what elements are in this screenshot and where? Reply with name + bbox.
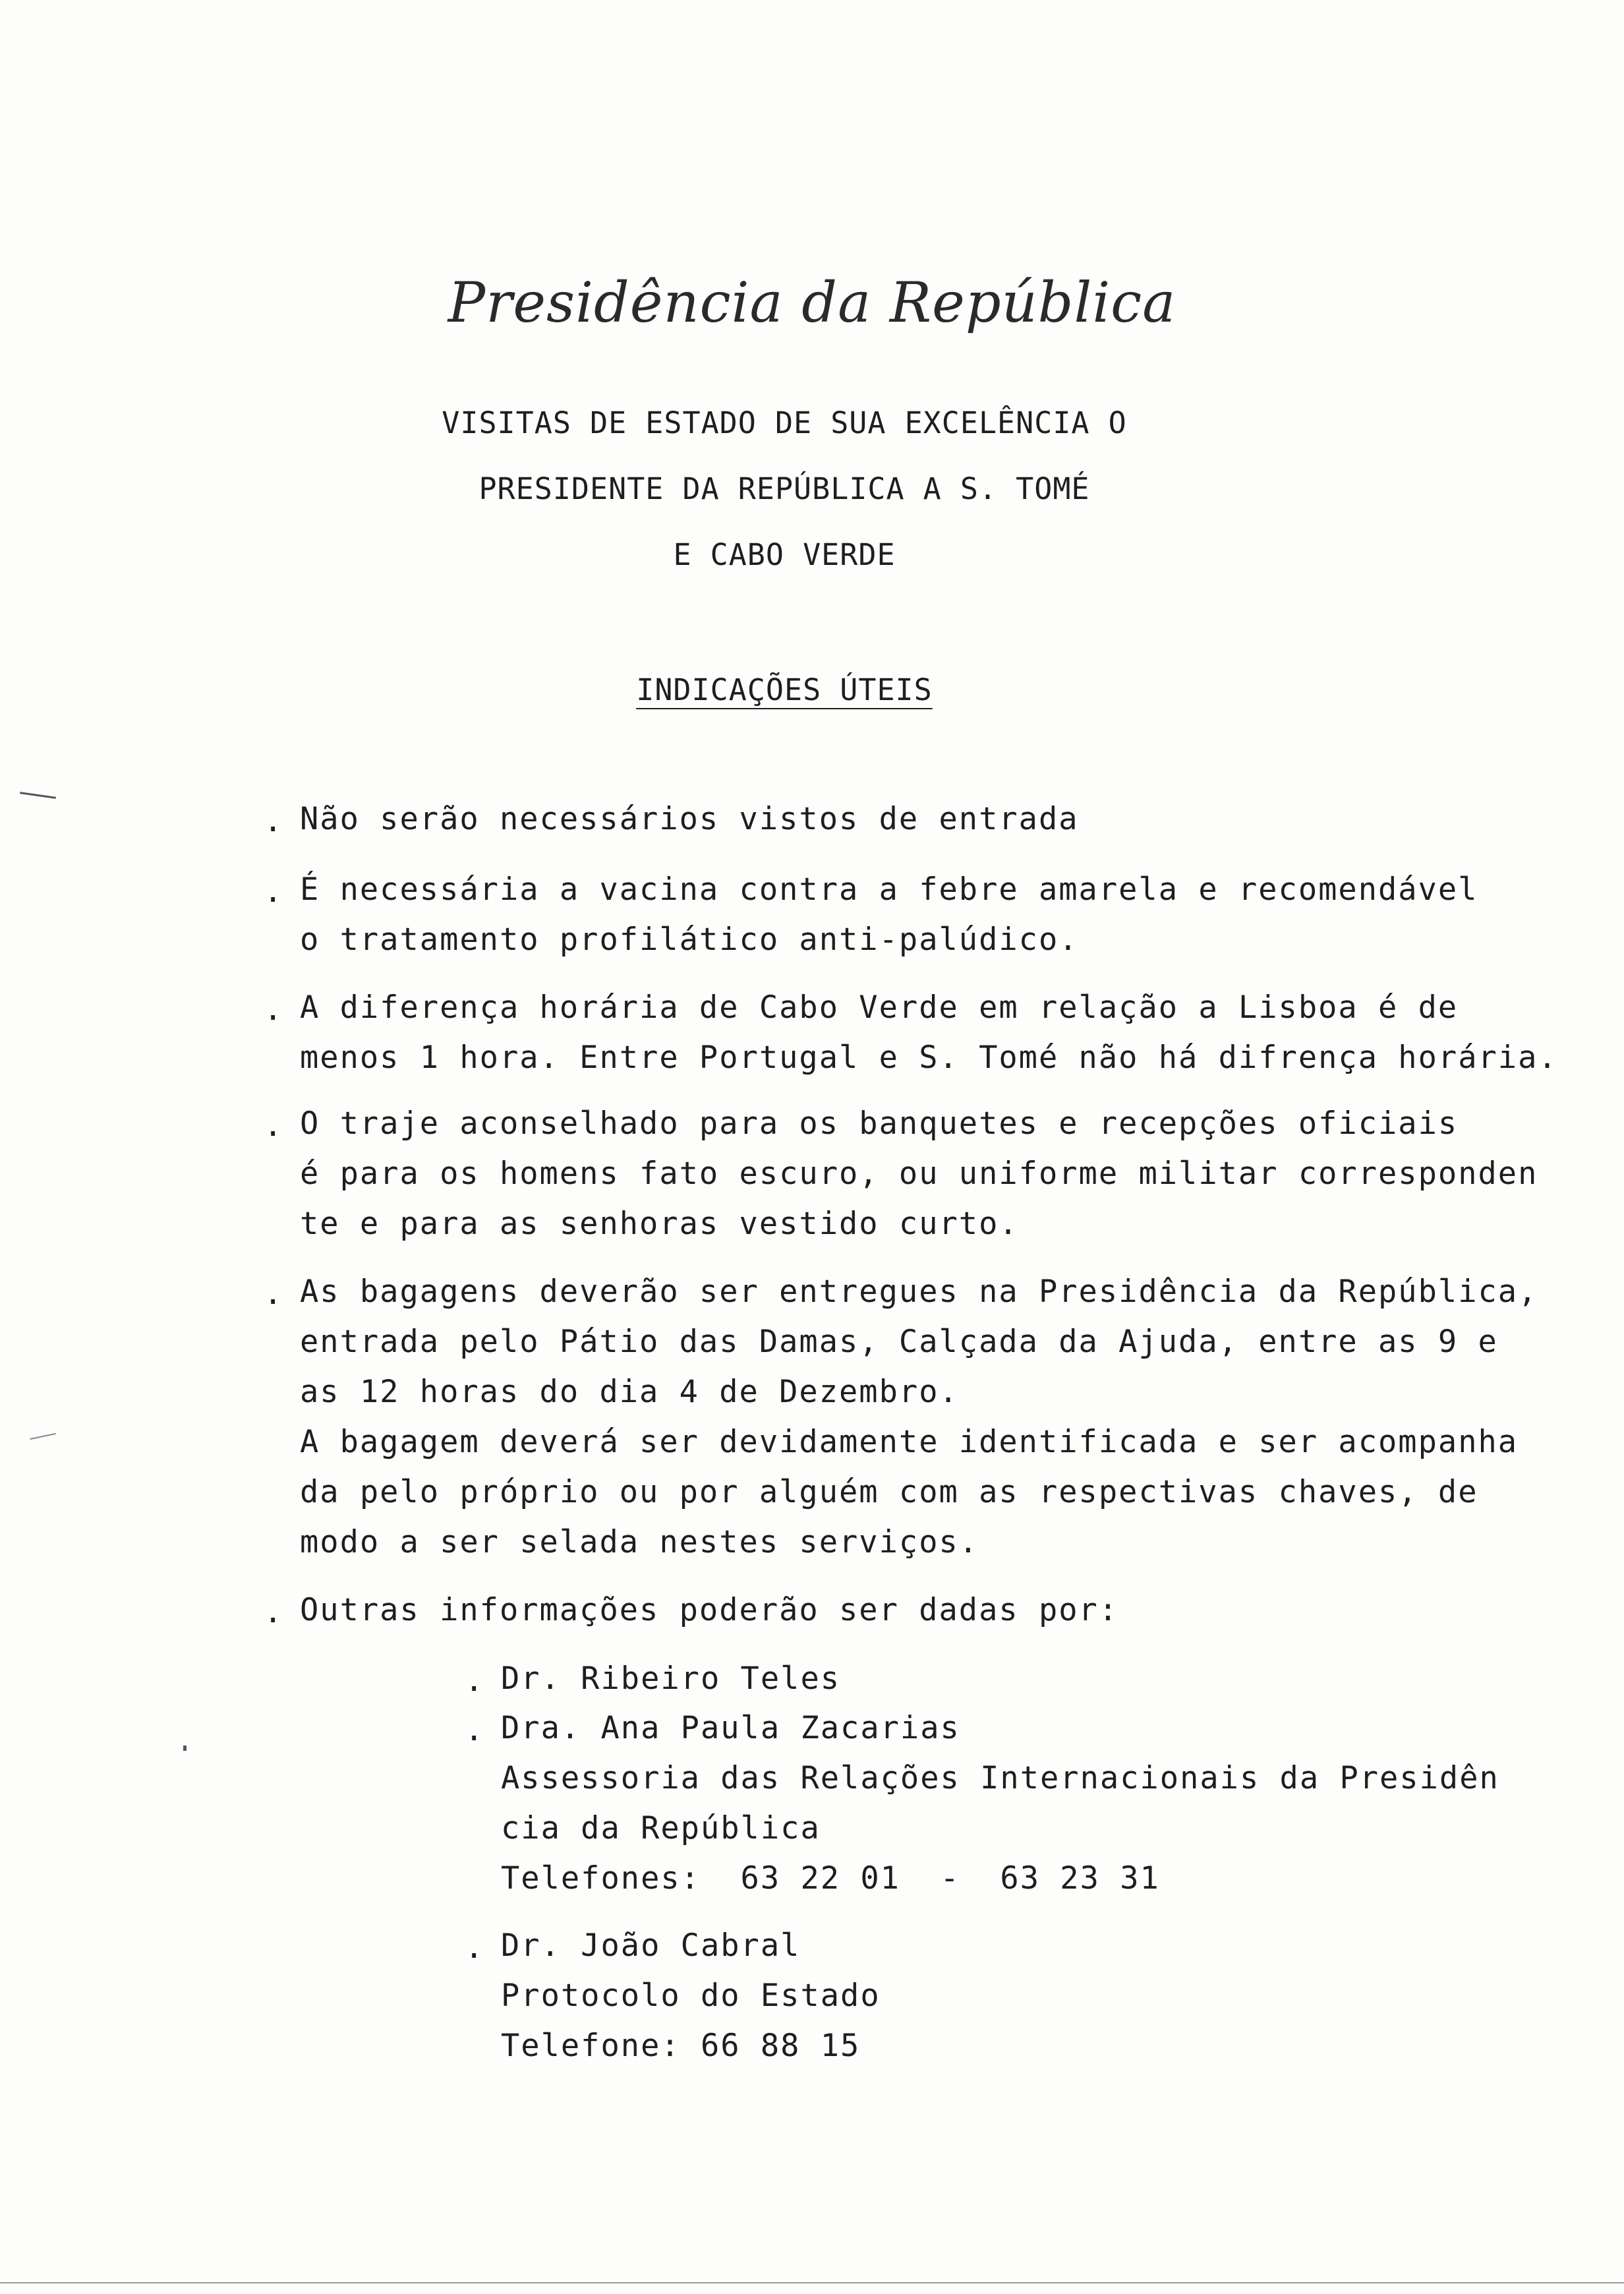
scan-mark [30, 1433, 56, 1440]
item-text-line: modo a ser selada nestes serviços. [300, 1524, 979, 1560]
bullet: . [465, 1929, 484, 1966]
bullet: . [264, 873, 283, 910]
contact-text-line: Protocolo do Estado [501, 1978, 881, 2014]
contact-phone: Telefone: 66 88 15 [501, 2028, 861, 2064]
item-text-line: entrada pelo Pátio das Damas, Calçada da Ajuda, entre as 9 e [300, 1324, 1498, 1360]
title-line-3: E CABO VERDE [673, 537, 896, 572]
item-text-line: é para os homens fato escuro, ou uniforme militar corresponden [300, 1156, 1538, 1192]
item-text-line: É necessária a vacina contra a febre amarela e recomendável [300, 871, 1478, 908]
item-text-line: Outras informações poderão ser dadas por: [300, 1592, 1119, 1628]
bullet: . [264, 1107, 283, 1144]
scan-edge-line [0, 2282, 1624, 2283]
item-text-line: as 12 horas do dia 4 de Dezembro. [300, 1374, 959, 1410]
item-text-line: da pelo próprio ou por alguém com as respectivas chaves, de [300, 1474, 1478, 1510]
item-text-line: menos 1 hora. Entre Portugal e S. Tomé não há difrença horária. [300, 1040, 1558, 1076]
bullet: . [264, 803, 283, 839]
title-line-2: PRESIDENTE DA REPÚBLICA A S. TOMÉ [478, 471, 1090, 506]
bullet: . [465, 1662, 484, 1699]
bullet: . [465, 1712, 484, 1748]
item-text-line: Não serão necessários vistos de entrada [300, 801, 1079, 837]
item-text-line: o tratamento profilático anti-palúdico. [300, 922, 1079, 958]
contact-name: Dr. Ribeiro Teles [501, 1661, 841, 1697]
contact-text-line: Assessoria das Relações Internacionais da Presidên [501, 1760, 1499, 1796]
contact-name: Dra. Ana Paula Zacarias [501, 1710, 960, 1746]
title-line-1: VISITAS DE ESTADO DE SUA EXCELÊNCIA O [442, 405, 1127, 440]
contact-name: Dr. João Cabral [501, 1927, 801, 1964]
item-text-line: A diferença horária de Cabo Verde em relação a Lisboa é de [300, 989, 1459, 1026]
subtitle: INDICAÇÕES ÚTEIS [636, 672, 933, 707]
item-text-line: te e para as senhoras vestido curto. [300, 1206, 1019, 1242]
bullet: . [264, 1594, 283, 1630]
bullet: . [264, 991, 283, 1028]
bullet: . [264, 1276, 283, 1312]
scan-mark [183, 1746, 187, 1751]
scan-mark [20, 792, 56, 799]
item-text-line: As bagagens deverão ser entregues na Presidência da República, [300, 1274, 1538, 1310]
contact-phone: Telefones: 63 22 01 - 63 23 31 [501, 1860, 1160, 1897]
contact-text-line: cia da República [501, 1810, 821, 1846]
item-text-line: O traje aconselhado para os banquetes e recepções oficiais [300, 1105, 1459, 1142]
item-text-line: A bagagem deverá ser devidamente identificada e ser acompanha [300, 1424, 1519, 1460]
letterhead-script: Presidência da República [448, 270, 1176, 335]
